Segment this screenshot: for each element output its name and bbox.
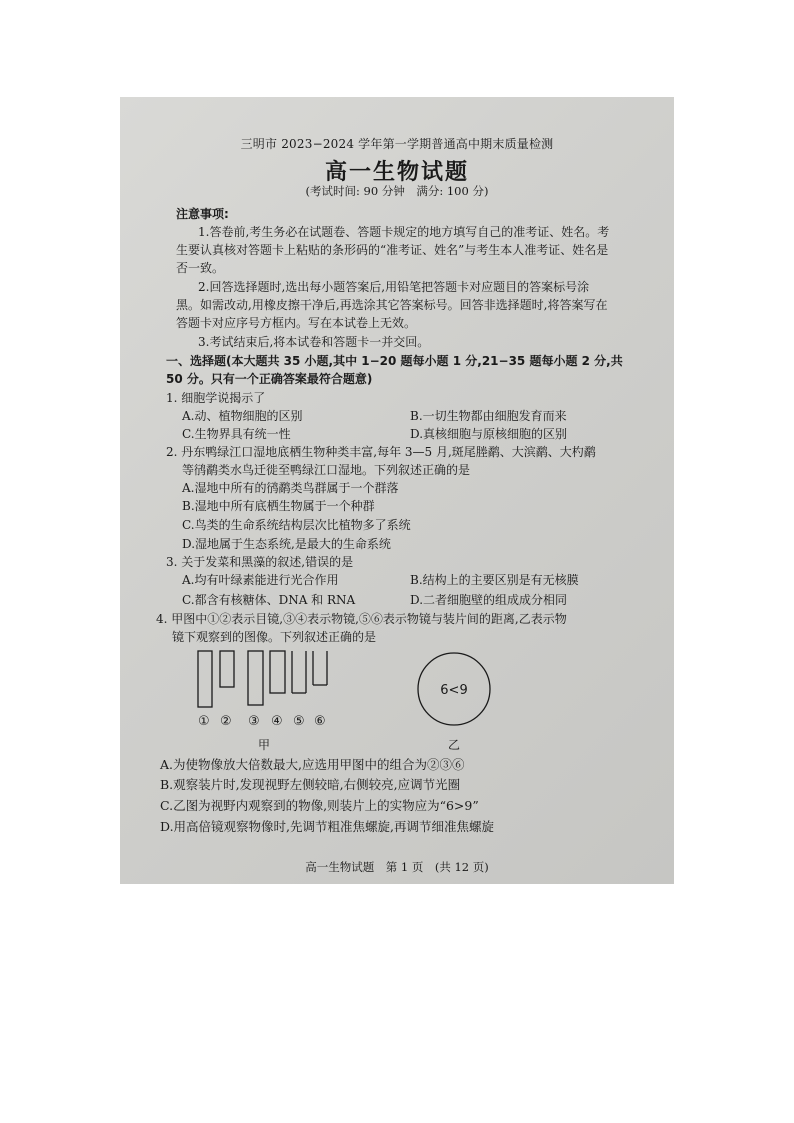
fig-jia-caption: 甲 — [258, 738, 271, 752]
q2-stem-line1: 2. 丹东鸭绿江口湿地底栖生物种类丰富,每年 3—5 月,斑尾塍鹬、大滨鹬、大杓鹬 — [166, 445, 596, 459]
page-footer: 高一生物试题 第 1 页 (共 12 页) — [305, 860, 489, 874]
fig-label-4: ④ — [271, 714, 283, 729]
q3-option-b: B.结构上的主要区别是有无核膜 — [410, 573, 579, 587]
fig-label-6: ⑥ — [314, 714, 326, 729]
notice-item1-line3: 否一致。 — [176, 261, 225, 275]
q2-option-d: D.湿地属于生态系统,是最大的生命系统 — [182, 537, 391, 551]
figure-yi-field-of-view — [414, 645, 494, 755]
q3-option-d: D.二者细胞壁的组成成分相同 — [410, 593, 568, 607]
q4-stem-line1: 4. 甲图中①②表示目镜,③④表示物镜,⑤⑥表示物镜与装片间的距离,乙表示物 — [156, 612, 567, 626]
fig-label-5: ⑤ — [293, 714, 305, 729]
notice-item1-line2: 生要认真核对答题卡上粘贴的条形码的“准考证、姓名”与考生本人准考证、姓名是 — [176, 243, 609, 257]
exam-paper-photo — [120, 97, 674, 884]
exam-info: (考试时间: 90 分钟 满分: 100 分) — [305, 184, 489, 198]
fig-label-2: ② — [220, 714, 232, 729]
q2-stem-line2: 等鸻鹬类水鸟迁徙至鸭绿江口湿地。下列叙述正确的是 — [182, 463, 471, 477]
eyepiece-2-shape — [220, 651, 234, 687]
q4-option-c: C.乙图为视野内观察到的物像,则装片上的实物应为“6>9” — [160, 798, 479, 813]
q1-option-d: D.真核细胞与原核细胞的区别 — [410, 427, 568, 441]
section-heading-line1: 一、选择题(本大题共 35 小题,其中 1−20 题每小题 1 分,21−35 题每小题 2 分,共 — [166, 354, 623, 368]
q2-option-c: C.鸟类的生命系统结构层次比植物多了系统 — [182, 518, 411, 532]
q4-option-a: A.为使物像放大倍数最大,应选用甲图中的组合为②③⑥ — [160, 757, 465, 772]
notice-item2-line1: 2.回答选择题时,选出每小题答案后,用铅笔把答题卡对应题目的答案标号涂 — [198, 280, 590, 294]
fig-yi-caption: 乙 — [448, 738, 461, 752]
exam-header: 三明市 2023−2024 学年第一学期普通高中期末质量检测 — [240, 137, 554, 151]
fig-yi-image-text: 6<9 — [440, 683, 468, 698]
q1-option-c: C.生物界具有统一性 — [182, 427, 291, 441]
q1-option-b: B.一切生物都由细胞发育而来 — [410, 409, 567, 423]
q4-option-d: D.用高倍镜观察物像时,先调节粗准焦螺旋,再调节细准焦螺旋 — [160, 819, 494, 834]
q2-option-b: B.湿地中所有底栖生物属于一个种群 — [182, 499, 375, 513]
notice-item2-line2: 黑。如需改动,用橡皮擦干净后,再选涂其它答案标号。回答非选择题时,将答案写在 — [176, 298, 608, 312]
eyepiece-1-shape — [198, 651, 212, 707]
objective-3-shape — [248, 651, 263, 705]
fig-label-1: ① — [198, 714, 210, 729]
q4-option-b: B.观察装片时,发现视野左侧较暗,右侧较亮,应调节光圈 — [160, 777, 461, 792]
notice-item1-line1: 1.答卷前,考生务必在试题卷、答题卡规定的地方填写自己的准考证、姓名。考 — [198, 225, 610, 239]
q3-option-c: C.都含有核糖体、DNA 和 RNA — [182, 593, 356, 607]
page-title: 高一生物试题 — [324, 159, 469, 185]
q2-option-a: A.湿地中所有的鸻鹬类鸟群属于一个群落 — [182, 481, 399, 495]
notice-item3: 3.考试结束后,将本试卷和答题卡一并交回。 — [198, 335, 430, 349]
q4-stem-line2: 镜下观察到的图像。下列叙述正确的是 — [172, 630, 377, 644]
notice-heading: 注意事项: — [176, 207, 229, 221]
fig-label-3: ③ — [248, 714, 260, 729]
q3-stem: 3. 关于发菜和黑藻的叙述,错误的是 — [166, 555, 354, 569]
section-heading-line2: 50 分。只有一个正确答案最符合题意) — [166, 372, 373, 386]
objective-4-shape — [270, 651, 285, 693]
notice-item2-line3: 答题卡对应序号方框内。写在本试卷上无效。 — [176, 316, 417, 330]
q1-option-a: A.动、植物细胞的区别 — [182, 409, 303, 423]
q3-option-a: A.均有叶绿素能进行光合作用 — [182, 573, 339, 587]
q1-stem: 1. 细胞学说揭示了 — [166, 391, 266, 405]
